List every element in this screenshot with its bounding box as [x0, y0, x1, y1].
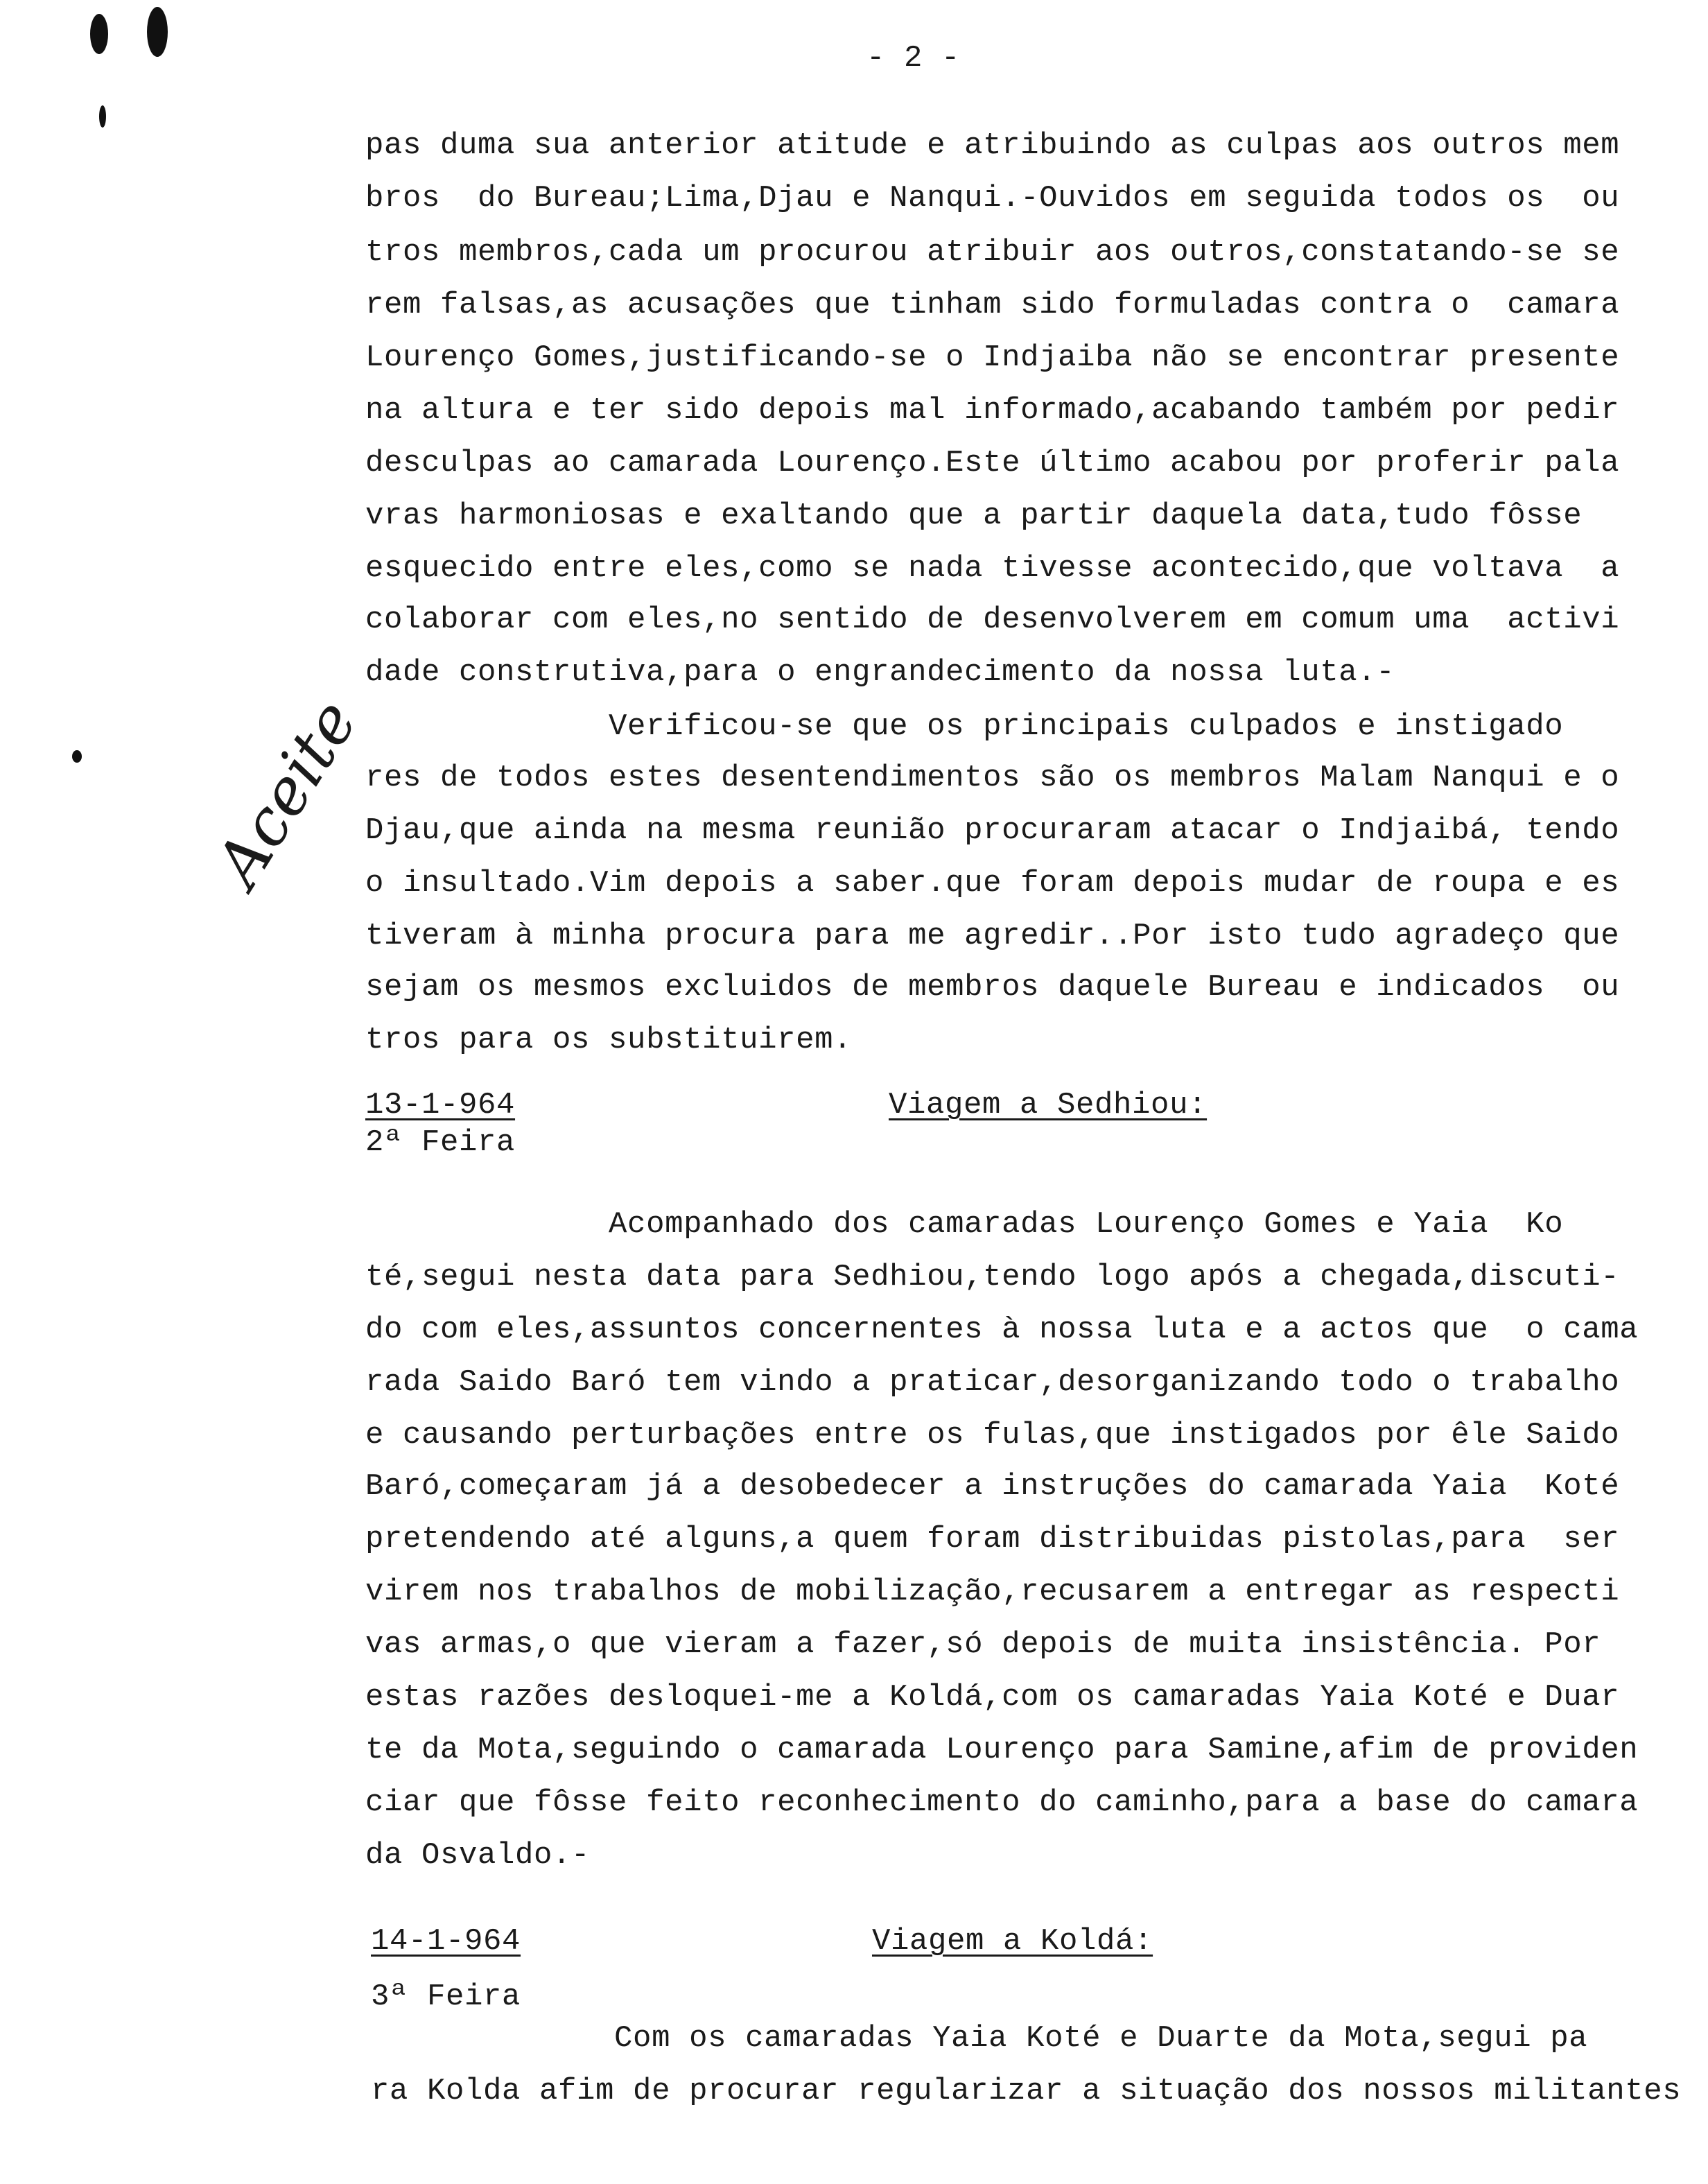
- text-line: tros membros,cada um procurou atribuir aos outros,constatando-se se: [365, 235, 1620, 270]
- text-line: Com os camaradas Yaia Koté e Duarte da Mota,segui pa: [371, 2021, 1588, 2056]
- text-line: Verificou-se que os principais culpados e instigado: [365, 709, 1564, 744]
- text-line: do com eles,assuntos concernentes à nossa luta e a actos que o cama: [365, 1312, 1639, 1347]
- text-line: esquecido entre eles,como se nada tivesse acontecido,que voltava a: [365, 551, 1620, 586]
- ink-mark: [99, 105, 106, 128]
- text-line: rada Saido Baró tem vindo a praticar,desorganizando todo o trabalho: [365, 1365, 1620, 1400]
- text-line: Acompanhado dos camaradas Lourenço Gomes e Yaia Ko: [365, 1207, 1564, 1242]
- text-line: estas razões desloquei-me a Koldá,com os camaradas Yaia Koté e Duar: [365, 1680, 1620, 1715]
- ink-mark: [147, 7, 168, 57]
- text-line: rem falsas,as acusações que tinham sido formuladas contra o camara: [365, 288, 1620, 322]
- text-line: o insultado.Vim depois a saber.que foram depois mudar de roupa e es: [365, 866, 1620, 901]
- text-line: ra Kolda afim de procurar regularizar a situação dos nossos militantes: [371, 2074, 1682, 2108]
- text-line: vras harmoniosas e exaltando que a partir daquela data,tudo fôsse: [365, 499, 1583, 533]
- text-line: tiveram à minha procura para me agredir..Por isto tudo agradeço que: [365, 919, 1620, 953]
- text-line: Baró,começaram já a desobedecer a instruções do camarada Yaia Koté: [365, 1469, 1620, 1504]
- text-line: té,segui nesta data para Sedhiou,tendo logo após a chegada,discuti-: [365, 1260, 1620, 1294]
- text-line: pretendendo até alguns,a quem foram distribuidas pistolas,para ser: [365, 1522, 1620, 1557]
- entry-title: Viagem a Sedhiou:: [889, 1088, 1208, 1123]
- text-line: ciar que fôsse feito reconhecimento do caminho,para a base do camara: [365, 1785, 1639, 1820]
- text-line: tros para os substituirem.: [365, 1023, 853, 1057]
- text-line: te da Mota,seguindo o camarada Lourenço para Samine,afim de providen: [365, 1733, 1639, 1767]
- text-line: sejam os mesmos excluidos de membros daquele Bureau e indicados ou: [365, 970, 1620, 1005]
- ink-mark: [72, 750, 82, 763]
- text-line: Djau,que ainda na mesma reunião procuraram atacar o Indjaibá, tendo: [365, 813, 1620, 848]
- text-line: virem nos trabalhos de mobilização,recusarem a entregar as respecti: [365, 1575, 1620, 1609]
- entry-title: Viagem a Koldá:: [872, 1924, 1153, 1959]
- text-line: vas armas,o que vieram a fazer,só depois de muita insistência. Por: [365, 1627, 1601, 1662]
- text-line: pas duma sua anterior atitude e atribuindo as culpas aos outros mem: [365, 128, 1620, 163]
- text-line: Lourenço Gomes,justificando-se o Indjaiba não se encontrar presente: [365, 340, 1620, 375]
- text-line: e causando perturbações entre os fulas,que instigados por êle Saido: [365, 1418, 1620, 1453]
- text-line: desculpas ao camarada Lourenço.Este último acabou por proferir pala: [365, 446, 1620, 480]
- page-number: - 2 -: [866, 41, 961, 76]
- text-line: dade construtiva,para o engrandecimento da nossa luta.-: [365, 655, 1395, 690]
- text-line: colaborar com eles,no sentido de desenvolverem em comum uma activi: [365, 603, 1620, 637]
- text-line: da Osvaldo.-: [365, 1838, 591, 1873]
- entry-date: 13-1-964: [365, 1088, 516, 1123]
- text-line: res de todos estes desentendimentos são os membros Malam Nanqui e o: [365, 761, 1620, 795]
- entry-date: 14-1-964: [371, 1924, 521, 1959]
- handwritten-note: Aceite: [201, 687, 372, 899]
- text-line: bros do Bureau;Lima,Djau e Nanqui.-Ouvidos em seguida todos os ou: [365, 181, 1620, 216]
- ink-mark: [90, 14, 108, 54]
- text-line: na altura e ter sido depois mal informado,acabando também por pedir: [365, 393, 1620, 428]
- entry-weekday: 3ª Feira: [371, 1979, 521, 2014]
- entry-weekday: 2ª Feira: [365, 1125, 516, 1160]
